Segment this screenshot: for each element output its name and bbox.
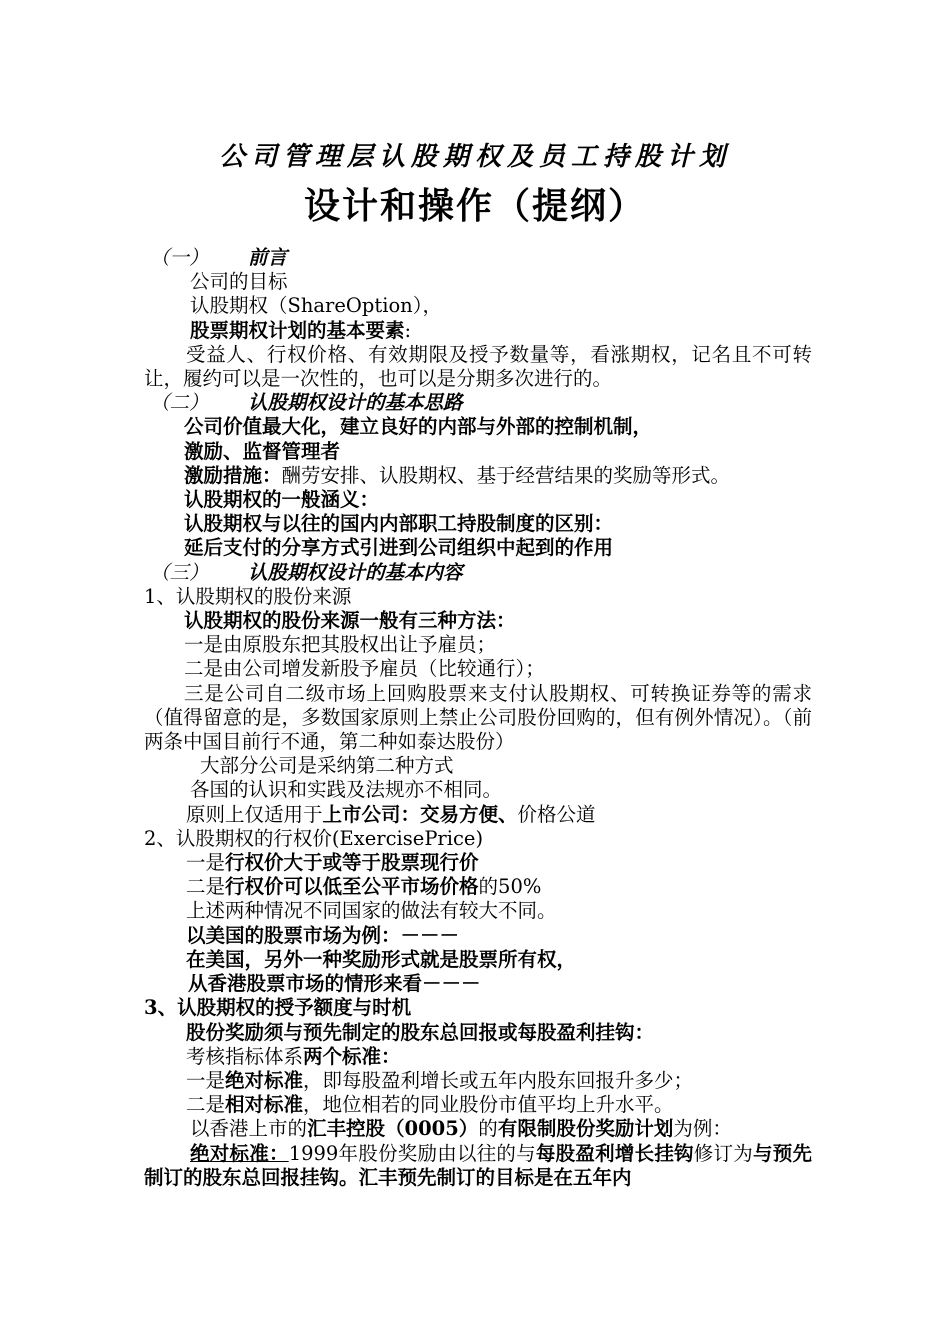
paragraph: 在美国，另外一种奖励形式就是股票所有权， <box>186 947 577 971</box>
paragraph: 股份奖励须与预先制定的股东总回报或每股盈利挂钩： <box>186 1020 655 1044</box>
subsection-heading: 3、认股期权的授予额度与时机 <box>144 996 412 1020</box>
subsection-heading: 1、认股期权的股份来源 <box>144 584 352 608</box>
document-title: 公司管理层认股期权及员工持股计划 <box>218 142 731 172</box>
paragraph: 考核指标体系两个标准： <box>186 1044 401 1068</box>
document-subtitle: 设计和操作（提纲） <box>303 185 646 227</box>
paragraph: 二是行权价可以低至公平市场价格的50% <box>186 875 542 899</box>
section-heading: （三） 认股期权设计的基本内容 <box>150 560 463 584</box>
paragraph: 激励措施：酬劳安排、认股期权、基于经营结果的奖励等形式。 <box>184 463 731 487</box>
paragraph: 以美国的股票市场为例：－－－ <box>186 923 460 947</box>
paragraph: 二是相对标准，地位相若的同业股份市值平均上升水平。 <box>186 1093 674 1117</box>
paragraph: 绝对标准：1999年股份奖励由以往的与每股盈利增长挂钩修订为与预先制订的股东总回报挂钩。汇丰预先制订的目标是在五年内 <box>144 1141 812 1189</box>
paragraph: 以香港上市的汇丰控股（0005）的有限制股份奖励计划为例： <box>190 1117 732 1141</box>
paragraph: 认股期权与以往的国内内部职工持股制度的区别： <box>184 512 614 536</box>
section-heading: （二） 认股期权设计的基本思路 <box>150 391 463 415</box>
paragraph: 从香港股票市场的情形来看－－－ <box>188 972 481 996</box>
paragraph: 受益人、行权价格、有效期限及授予数量等，看涨期权，记名且不可转让，履约可以是一次性的，也可以是分期多次进行的。 <box>144 342 812 391</box>
subsection-heading: 2、认股期权的行权价(ExercisePrice) <box>144 826 484 850</box>
paragraph: 激励、监督管理者 <box>184 439 341 463</box>
paragraph: 认股期权（ShareOption）， <box>190 294 442 318</box>
paragraph: 上述两种情况不同国家的做法有较大不同。 <box>186 899 557 923</box>
paragraph: 延后支付的分享方式引进到公司组织中起到的作用 <box>184 536 614 560</box>
paragraph: 各国的认识和实践及法规亦不相同。 <box>190 778 503 802</box>
paragraph: 大部分公司是采纳第二种方式 <box>200 754 454 778</box>
paragraph: 认股期权的一般涵义： <box>184 488 380 512</box>
paragraph: 认股期权的股份来源一般有三种方法： <box>184 609 516 633</box>
document-body <box>144 246 812 1190</box>
paragraph: 一是绝对标准，即每股盈利增长或五年内股东回报升多少； <box>186 1068 694 1092</box>
section-heading: （一） 前言 <box>150 246 288 269</box>
paragraph: 一是由原股东把其股权出让予雇员； <box>184 633 497 657</box>
paragraph: 一是行权价大于或等于股票现行价 <box>186 851 479 875</box>
paragraph: 公司价值最大化，建立良好的内部与外部的控制机制， <box>184 415 653 439</box>
paragraph: 原则上仅适用于上市公司：交易方便、价格公道 <box>186 802 596 826</box>
paragraph: 三是公司自二级市场上回购股票来支付认股期权、可转换证券等的需求（值得留意的是，多数国家原则上禁止公司股份回购的，但有例外情况）。（前两条中国目前行不通，第二种如泰达股份） <box>144 681 812 754</box>
paragraph: 公司的目标 <box>190 270 288 294</box>
paragraph: 股票期权计划的基本要素: <box>190 318 412 342</box>
paragraph: 二是由公司增发新股予雇员（比较通行）； <box>184 657 545 681</box>
